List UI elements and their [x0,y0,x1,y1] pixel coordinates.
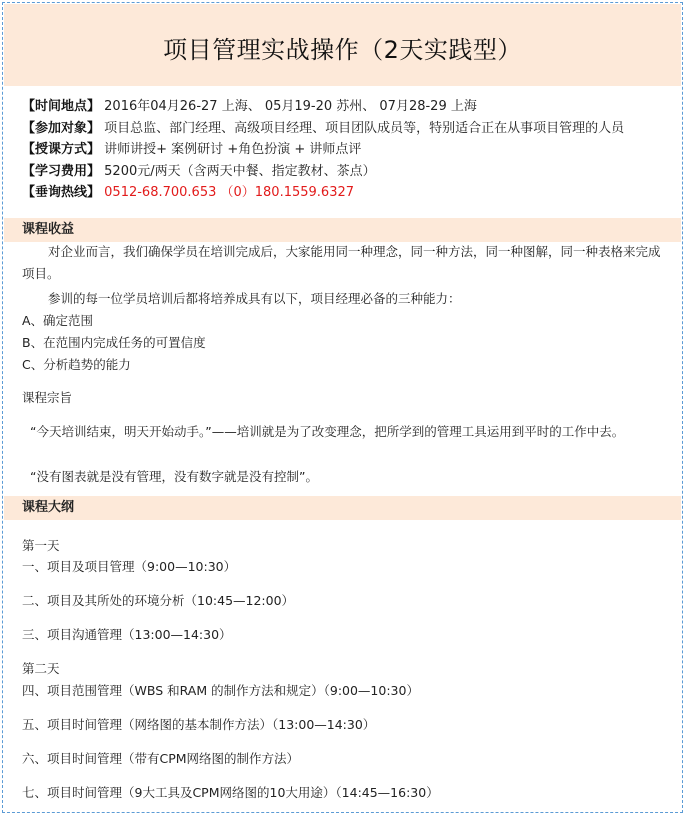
time-label: 【时间地点】 [22,99,101,114]
info-row-hotline [22,182,624,204]
purpose-label: 课程宗旨 [22,390,73,405]
benefit-item-b: B、在范围内完成任务的可置信度 [22,335,206,350]
purpose-quote-2: “没有图表就是没有管理，没有数字就是没有控制”。 [30,469,318,484]
hotline-value: 0512-68.700.653 （0）180.1559.6327 [104,185,355,201]
fee-label: 【学习费用】 [22,163,101,179]
day-2-label: 第二天 [22,661,60,676]
outline-item: 二、项目及其所处的环境分析（10:45—12:00） [22,593,295,608]
fee-value: 5200元/两天（含两天中餐、指定教材、茶点） [104,163,376,179]
info-row-fee [22,161,624,183]
benefit-item-c: C、分析趋势的能力 [22,357,131,372]
day-1-label: 第一天 [22,538,60,553]
hotline-label: 【垂询热线】 [22,185,101,201]
method-label: 【授课方式】 [22,142,101,158]
outline-item: 五、项目时间管理（网络图的基本制作方法）（13:00—14:30） [22,717,376,732]
outline-heading: 课程大纲 [4,496,681,520]
info-row-time [22,96,624,118]
outline-item: 七、项目时间管理（9大工具及CPM网络图的10大用途）（14:45—16:30） [22,785,439,800]
outline-item: 四、项目范围管理（WBS 和RAM 的制作方法和规定）（9:00—10:30） [22,683,419,698]
audience-value: 项目总监、部门经理、高级项目经理、项目团队成员等，特别适合正在从事项目管理的人员 [104,120,625,136]
benefits-heading: 课程收益 [4,218,681,242]
method-value: 讲师讲授+ 案例研讨 +角色扮演 + 讲师点评 [104,142,362,158]
outline-item: 一、项目及项目管理（9:00—10:30） [22,559,237,574]
benefits-paragraph-1: 对企业而言，我们确保学员在培训完成后，大家能用同一种理念，同一种方法，同一种图解，同一种表格来完成项目。 [22,244,661,281]
time-value: 2016年04月26-27 上海、 05月19-20 苏州、 07月28-29 上海 [104,99,477,114]
course-info [22,96,624,204]
outline-item: 六、项目时间管理（带有CPM网络图的制作方法） [22,751,300,766]
benefit-item-a: A、确定范围 [22,313,94,328]
info-row-audience [22,118,624,140]
benefits-paragraph-2: 参训的每一位学员培训后都将培养成具有以下，项目经理必备的三种能力： [48,291,461,306]
title-banner [4,4,681,86]
audience-label: 【参加对象】 [22,120,101,136]
purpose-quote-1: “今天培训结束，明天开始动手。”——培训就是为了改变理念，把所学到的管理工具运用到平时的工作中去。 [30,424,625,439]
info-row-method [22,139,624,161]
outline-item: 三、项目沟通管理（13:00—14:30） [22,627,232,642]
page-title: 项目管理实战操作（2天实践型） [163,36,522,64]
